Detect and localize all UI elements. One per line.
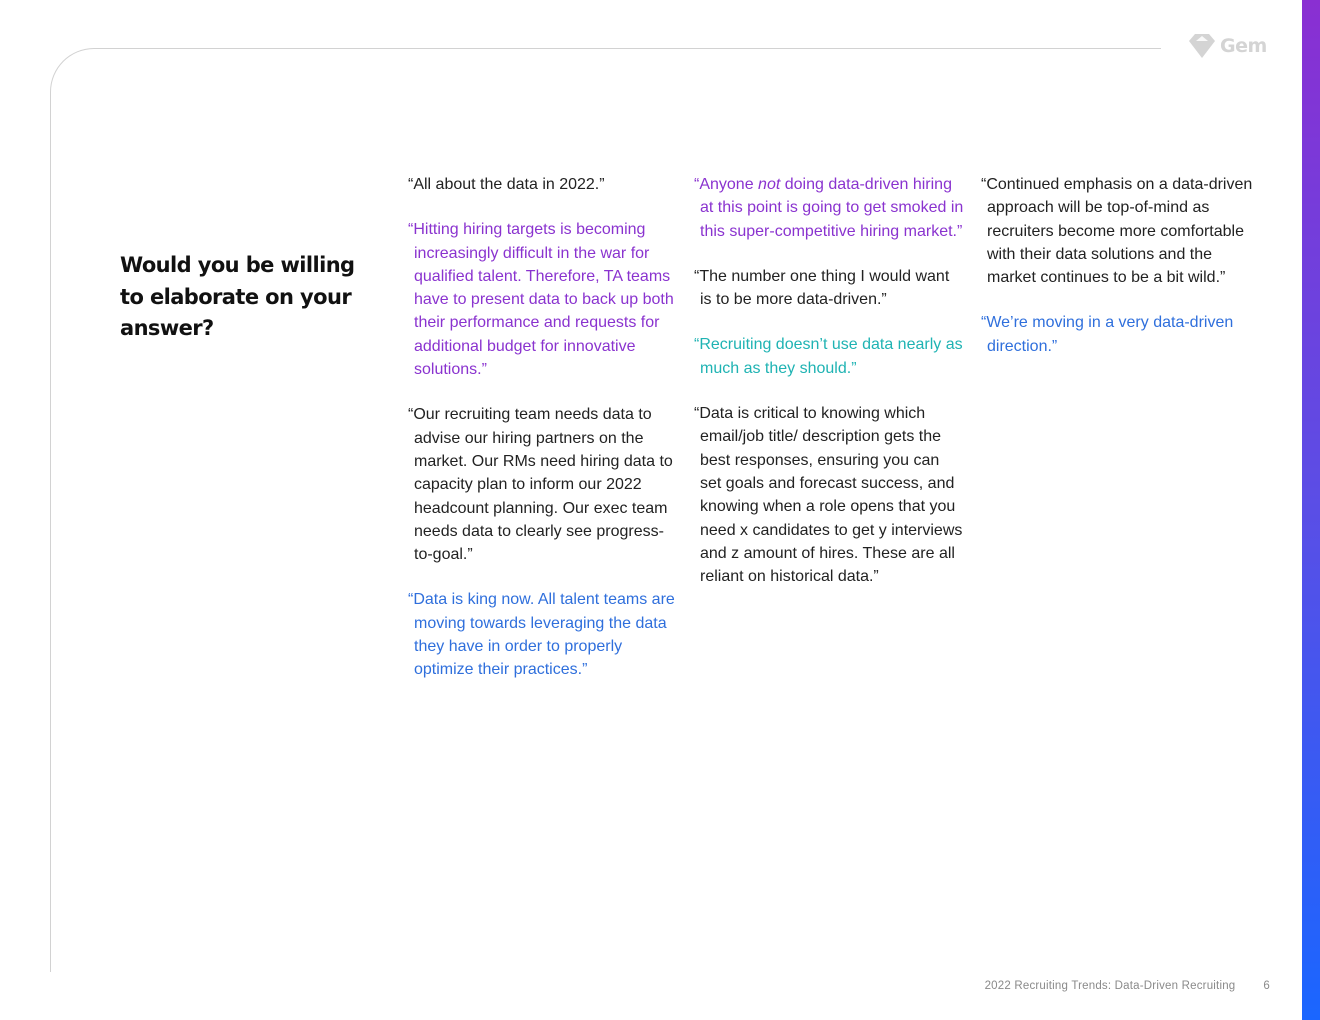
page-footer <box>985 980 1270 992</box>
quote: “All about the data in 2022.” <box>408 176 605 193</box>
footer-title: 2022 Recruiting Trends: Data-Driven Recruiting <box>984 980 1236 992</box>
quote: “Recruiting doesn’t use data nearly as much as they should.” <box>694 336 963 377</box>
accent-gradient-bar <box>1302 0 1320 1020</box>
gem-diamond-icon <box>1186 33 1218 59</box>
quote-column-1 <box>408 173 678 704</box>
quote-column-2 <box>694 173 964 610</box>
quote <box>694 173 964 243</box>
gem-logo <box>1186 32 1267 60</box>
quote-text: “Anyone <box>694 176 759 193</box>
quote: “The number one thing I would want is to be more data-driven.” <box>694 267 950 309</box>
page-number: 6 <box>1263 980 1270 992</box>
quote: “Data is king now. All talent teams are moving towards leveraging the data they have in order to properly optimize their practices.” <box>408 591 675 679</box>
quote-column-3 <box>981 173 1261 380</box>
quote: “Data is critical to knowing which email/job title/ description gets the best responses, ensuring you can set goals and forecast success, and knowing when a role opens that you need x candidates to get y interviews and z amount of hires. These are all reliant on historical data.” <box>694 405 963 586</box>
quote-emphasis: not <box>758 176 781 193</box>
quote-text: doing data-driven hiring at this point is going to get smoked in this super-competitive hiring market.” <box>700 176 964 240</box>
quote: “We’re moving in a very data-driven direction.” <box>981 314 1234 355</box>
quote: “Hitting hiring targets is becoming increasingly difficult in the war for qualified talent. Therefore, TA teams have to present data to back up both their performance and requests for additional budget for innovative solutions.” <box>408 221 674 379</box>
question-heading: Would you be willing to elaborate on your answer? <box>120 253 355 340</box>
quote: “Our recruiting team needs data to advise our hiring partners on the market. Our RMs need hiring data to capacity plan to inform our 2022 headcount planning. Our exec team needs data to clearly see progress-to-goal.” <box>408 406 673 564</box>
quote: “Continued emphasis on a data-driven approach will be top-of-mind as recruiters become more comfortable with their data solutions and the market continues to be a bit wild.” <box>981 176 1253 287</box>
logo-wordmark: Gem <box>1220 35 1267 57</box>
